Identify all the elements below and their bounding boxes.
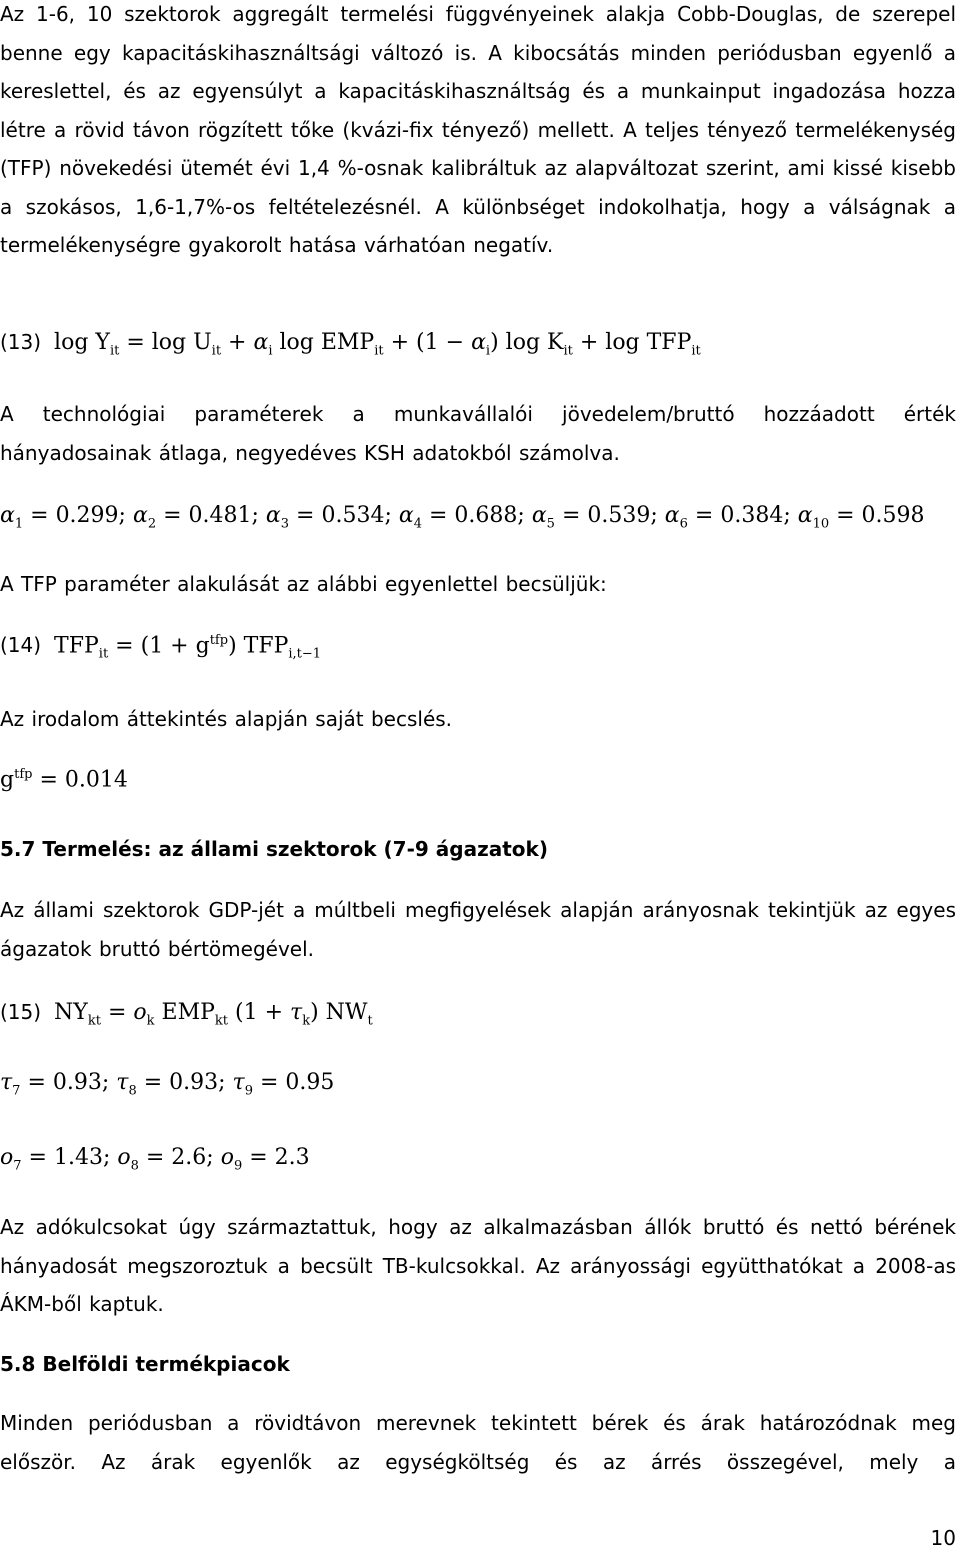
equation-o-values: $o_7 = 1.43$; $o_8 = 2.6$; $o_9 = 2.3$: [0, 1145, 310, 1174]
paragraph-literature: Az irodalom áttekintés alapján saját becslés.: [0, 707, 453, 731]
alpha-2-value: 0.481: [188, 503, 252, 528]
equation-label: (13): [0, 330, 42, 354]
paragraph-tfp-estimate: A TFP paraméter alakulását az alábbi egyenlettel becsüljük:: [0, 572, 607, 596]
paragraph-technology-params: A technológiai paraméterek a munkavállalói jövedelem/bruttó hozzáadott érték hányadosainak átlaga, negyedéves KSH adatokból számolva.: [0, 402, 956, 465]
alpha-5-value: 0.539: [587, 503, 651, 528]
tau-9-value: 0.95: [285, 1070, 335, 1095]
equation-13: (13) $\log Y_{it} = \log U_{it} + \alpha_i$ $\log EMP_{it} + (1 - \alpha_i)$ $\log K_{it} + \log TFP_{it}$: [0, 330, 701, 359]
section-heading-5-7: 5.7 Termelés: az állami szektorok (7-9 ágazatok): [0, 837, 548, 861]
equation-15: (15) $NY_{kt} = o_k$ $EMP_{kt}$ $(1 + \tau_k)$ $NW_t$: [0, 1000, 373, 1029]
o-8-value: 2.6: [171, 1145, 207, 1170]
paragraph-state-sectors: Az állami szektorok GDP-jét a múltbeli megfigyelések alapján arányosnak tekintjük az egyes ágazatok bruttó bértömegével.: [0, 898, 956, 961]
equation-g-tfp: $g^{tfp} = 0.014$: [0, 767, 128, 793]
o-9-value: 2.3: [274, 1145, 310, 1170]
alpha-10-value: 0.598: [861, 503, 925, 528]
paragraph-domestic-markets: Minden periódusban a rövidtávon merevnek tekintett bérek és árak határozódnak meg először. Az árak egyenlők az egységköltség és az árrés összegével, mely a: [0, 1411, 956, 1474]
equation-label: (15): [0, 1000, 42, 1024]
o-7-value: 1.43: [53, 1145, 103, 1170]
g-tfp-value: 0.014: [64, 767, 128, 793]
alpha-1-value: 0.299: [55, 503, 119, 528]
alpha-4-value: 0.688: [454, 503, 518, 528]
alpha-6-value: 0.384: [720, 503, 784, 528]
equation-tau-values: $\tau_7 = 0.93$; $\tau_8 = 0.93$; $\tau_9 = 0.95$: [0, 1070, 335, 1099]
equation-alpha-values: $\alpha_1 = 0.299$; $\alpha_2 = 0.481$; $\alpha_3 = 0.534$; $\alpha_4 = 0.688$; $\alpha_5 = 0.539$; $\alpha_6 = 0.384$; $\alpha_{10} = 0.598$: [0, 503, 925, 532]
tau-7-value: 0.93: [52, 1070, 102, 1095]
tau-8-value: 0.93: [169, 1070, 219, 1095]
section-heading-5-8: 5.8 Belföldi termékpiacok: [0, 1352, 290, 1376]
equation-14: (14) $TFP_{it} = (1 + g^{tfp})$ $TFP_{i,t-1}$: [0, 633, 322, 662]
paragraph-tax-rates: Az adókulcsokat úgy származtattuk, hogy az alkalmazásban állók bruttó és nettó bérének hányadosát megszoroztuk a becsült TB-kulcsokkal. Az arányossági együtthatókat a 2008-as ÁKM-ből kaptuk.: [0, 1215, 956, 1316]
equation-label: (14): [0, 633, 42, 658]
alpha-3-value: 0.534: [321, 503, 385, 528]
paragraph-cobb-douglas: Az 1-6, 10 szektorok aggregált termelési függvényeinek alakja Cobb-Douglas, de szerepel benne egy kapacitáskihasználtsági változó is. A kibocsátás minden periódusban egyenlő a kereslettel, és az egyensúlyt a kapacitáskihasználtság és a munkainput ingadozása hozza létre a rövid távon rögzített tőke (kvázi-fix tényező) mellett. A teljes tényező termelékenység (TFP) növekedési ütemét évi 1,4 %-osnak kalibráltuk az alapváltozat szerint, ami kissé kisebb a szokásos, 1,6-1,7%-os feltételezésnél. A különbséget indokolhatja, hogy a válságnak a termelékenységre gyakorolt hatása várhatóan negatív.: [0, 2, 956, 257]
page-number: 10: [930, 1526, 956, 1550]
